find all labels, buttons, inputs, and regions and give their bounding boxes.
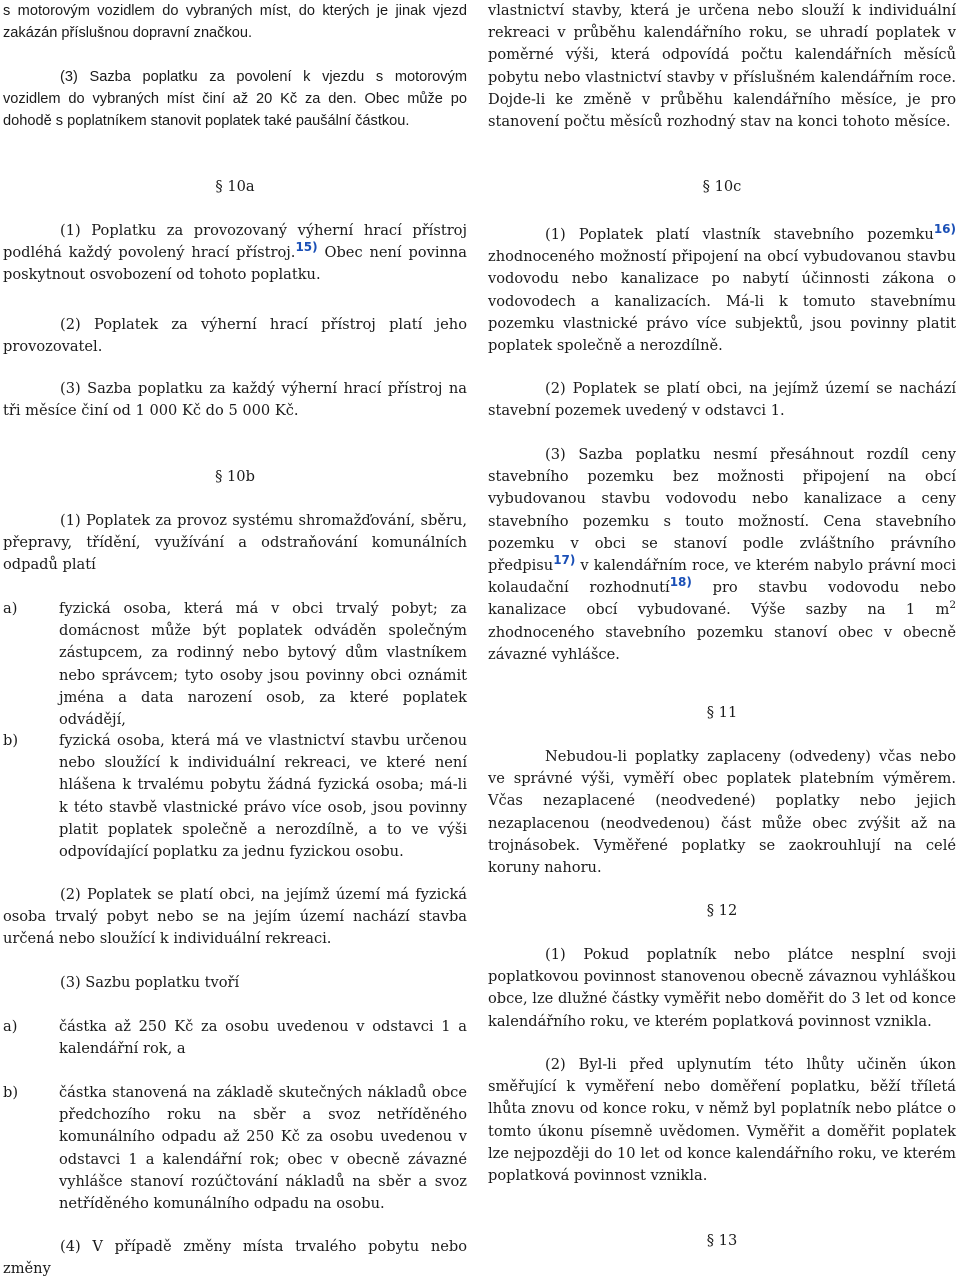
list-text: částka stanovená na základě skutečných nákladů obce předchozího roku na sběr a svoz netříděného komunálního odpadu až 250 Kč za osobu uvedenou v odstavci 1 a kalendářní rok; obec v obecně závazné vyhlášce stanoví rozúčtování nákladů na sběr a svoz netříděného komunálního odpadu na osobu.: [59, 1084, 467, 1213]
list-item-10b-b: [3, 730, 467, 863]
footnote-ref-17[interactable]: 17): [553, 553, 576, 568]
paragraph-10a-1: (1) Poplatku za provozovaný výherní hrací přístroj podléhá každý povolený hrací přístroj.$^{15)}$ Obec není povinna poskytnout osvobození od tohoto poplatku.: [3, 222, 467, 284]
paragraph-10b-2: (2) Poplatek se platí obci, na jejímž území má fyzická osoba trvalý pobyt nebo se na jejím území nachází stavba určená nebo sloužící k individuální rekreaci.: [3, 886, 467, 948]
paragraph-10b-3: (3) Sazbu poplatku tvoří: [60, 974, 240, 991]
paragraph-11: Nebudou-li poplatky zaplaceny (odvedeny) včas nebo ve správné výši, vyměří obec poplatek platebním výměrem. Včas nezaplacené (neodvedené) poplatky nebo jejich nezaplacenou (neodvedenou) část může obec zvýšit až na trojnásobek. Vyměřené poplatky se zaokrouhlují na celé koruny nahoru.: [488, 748, 956, 877]
paragraph-10c-2: (2) Poplatek se platí obci, na jejímž území se nachází stavební pozemek uvedený v odstavci 1.: [488, 380, 956, 420]
paragraph-10-3: (3) Sazba poplatku za povolení k vjezdu s motorovým vozidlem do vybraných míst činí až 20 Kč za den. Obec může po dohodě s poplatníkem stanovit poplatek také paušální částkou.: [3, 69, 467, 130]
paragraph-10b-1: (1) Poplatek za provoz systému shromažďování, sběru, přepravy, třídění, využívání a odstraňování komunálních odpadů platí: [3, 512, 467, 574]
paragraph-continuation: s motorovým vozidlem do vybraných míst, do kterých je jinak vjezd zakázán příslušnou dopravní značkou.: [3, 3, 467, 42]
paragraph-10c-3: (3) Sazba poplatku nesmí přesáhnout rozdíl ceny stavebního pozemku bez možnosti připojení na obcí vybudovanou stavbu vodovodu nebo kanalizace a ceny stavebního pozemku s touto možností. Cena stavebního pozemku v obci se stanoví podle zvláštního právního předpisu$^{17)}$ v kalendářním roce, ve kterém nabylo právní moci kolaudační rozhodnutí$^{18)}$ pro stavbu vodovodu nebo kanalizace obcí vybudované. Výše sazby na 1 $m^2$ zhodnoceného stavebního pozemku stanoví obec v obecně závazné vyhlášce.: [488, 446, 956, 663]
footnote-ref-15[interactable]: 15): [295, 240, 318, 255]
list-item-10b-3a: [3, 1016, 467, 1060]
section-10c-title: § 10c: [702, 178, 742, 195]
list-label: a): [3, 1018, 18, 1035]
paragraph-10c-1: (1) Poplatek platí vlastník stavebního pozemku$^{16)}$ zhodnoceného možností připojení na obcí vybudovanou stavbu vodovodu nebo kanalizace po nabytí účinnosti zákona o vodovodech a kanalizacích. Má-li k tomuto stavebnímu pozemku vlastnické právo více subjektů, jsou povinny platit poplatek společně a nerozdílně.: [488, 222, 956, 355]
list-label: b): [3, 732, 19, 749]
section-13-title: § 13: [706, 1232, 738, 1249]
section-10a-title: § 10a: [215, 178, 255, 195]
paragraph-10a-2: (2) Poplatek za výherní hrací přístroj platí jeho provozovatel.: [3, 316, 467, 356]
list-text: fyzická osoba, která má ve vlastnictví stavbu určenou nebo sloužící k individuální rekreaci, ve které není hlášena k trvalému pobytu žádná fyzická osoba; má-li k této stavbě vlastnické právo více osob, jsou povinny platit poplatek společně a nerozdílně, a to ve výši odpovídající poplatku za jednu fyzickou osobu.: [59, 732, 467, 861]
paragraph-10a-3: (3) Sazba poplatku za každý výherní hrací přístroj na tři měsíce činí od 1 000 Kč do 5 000 Kč.: [3, 380, 467, 420]
paragraph-10b-4: (4) V případě změny místa trvalého pobytu nebo změny: [3, 1238, 467, 1278]
footnote-ref-16[interactable]: 16): [933, 222, 956, 237]
footnote-ref-18[interactable]: 18): [669, 575, 692, 590]
list-text: částka až 250 Kč za osobu uvedenou v odstavci 1 a kalendářní rok, a: [59, 1018, 467, 1058]
list-item-10b-a: [3, 598, 467, 731]
list-label: b): [3, 1084, 19, 1101]
paragraph-12-2: (2) Byl-li před uplynutím této lhůty učiněn úkon směřující k vyměření nebo doměření poplatku, běží tříletá lhůta znovu od konce roku, v němž byl poplatník nebo plátce o tomto úkonu písemně uvědomen. Vyměřit a doměřit poplatek lze nejpozději do 10 let od konce kalendářního roku, ve kterém poplatková povinnost vznikla.: [488, 1056, 956, 1185]
paragraph-10b-4-continuation: vlastnictví stavby, která je určena nebo slouží k individuální rekreaci v průběhu kalendářního roku, se uhradí poplatek v poměrné výši, která odpovídá počtu kalendářních měsíců pobytu nebo vlastnictví stavby v příslušném kalendářním roce. Dojde-li ke změně v průběhu kalendářního měsíce, je pro stanovení počtu měsíců rozhodný stav na konci tohoto měsíce.: [488, 2, 956, 131]
list-text: fyzická osoba, která má v obci trvalý pobyt; za domácnost může být poplatek odváděn společným zástupcem, za rodinný nebo bytový dům vlastníkem nebo správcem; tyto osoby jsou povinny obci oznámit jména a data narození osob, za které poplatek odvádějí,: [59, 600, 467, 729]
list-item-10b-3b: [3, 1082, 467, 1215]
list-label: a): [3, 600, 18, 617]
paragraph-12-1: (1) Pokud poplatník nebo plátce nesplní svoji poplatkovou povinnost stanovenou obecně závaznou vyhláškou obce, lze dlužné částky vyměřit nebo doměřit do 3 let od konce kalendářního roku, ve kterém poplatková povinnost vznikla.: [488, 946, 956, 1030]
section-12-title: § 12: [706, 902, 738, 919]
superscript-2: 2: [949, 599, 956, 612]
section-10b-title: § 10b: [215, 468, 255, 485]
section-11-title: § 11: [706, 704, 738, 721]
